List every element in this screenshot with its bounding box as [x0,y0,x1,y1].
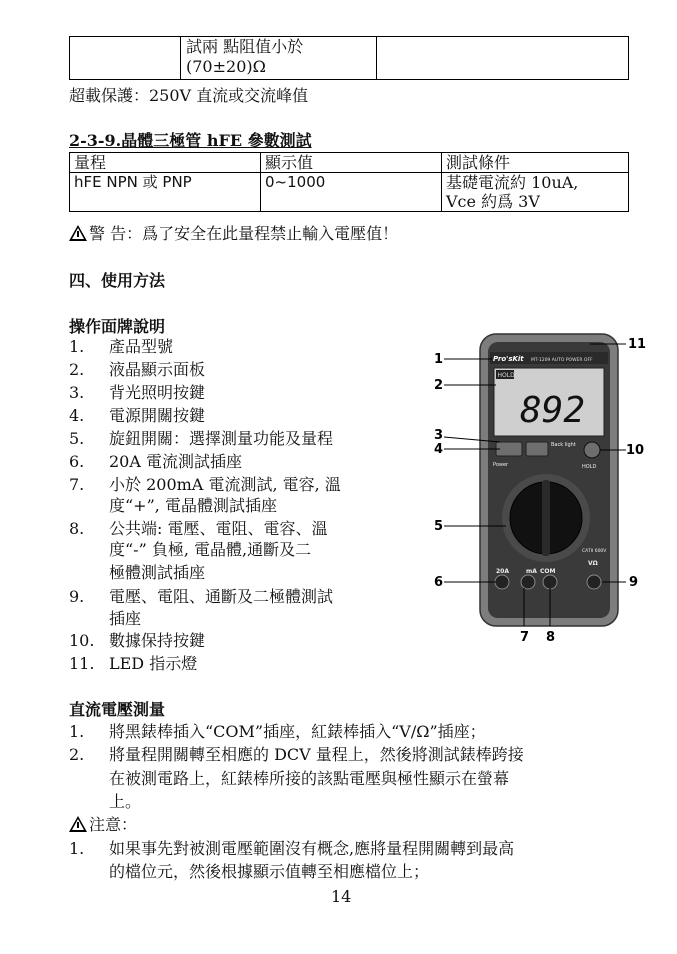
list-item: 背光照明按鍵 [109,383,206,402]
list-item: 如果事先對被測電壓範圍沒有概念,應將量程開關轉到最高 [109,839,515,858]
list-item-number: 11. [69,654,95,673]
meter-brand: Pro'sKit [493,355,524,363]
list-item-continued: 插座 [109,609,142,628]
callout-3: 3 [434,428,444,443]
callout-10: 10 [626,443,645,458]
jack-20a[interactable] [495,575,509,589]
note-label-text: 注意： [89,815,138,834]
list-item-number: 10. [69,631,95,650]
jack-com-label: COM [540,568,556,575]
page-number: 14 [331,887,352,906]
list-item: 公共端: 電壓、電阻、電容、溫 [109,519,328,538]
cell-display: 0~1000 [261,173,442,212]
dcv-note-label [69,815,137,834]
condition-line-1: 基礎電流約 10uA, [446,173,579,192]
list-item-continued: 的檔位元，然後根據顯示值轉至相應檔位上； [109,862,430,881]
list-item-continued: 度“+”, 電晶體測試插座 [109,496,277,515]
list-item-number: 1. [69,722,85,741]
callout-4: 4 [434,442,444,457]
list-item-number: 7. [69,475,85,494]
lcd-reading: 892 [520,390,586,431]
callout-2: 2 [434,378,444,393]
warning-triangle-icon [69,225,87,241]
panel-heading: 操作面牌說明 [69,317,166,336]
hfe-warning-text: 警 告：爲了安全在此量程禁止輸入電壓值！ [89,224,399,243]
list-item-number: 1. [69,839,85,858]
list-item-number: 6. [69,452,85,471]
list-item-continued: 度“-” 負極, 電晶體,通斷及二 [109,540,312,559]
list-item: 20A 電流測試插座 [109,452,243,471]
table-cell-empty [70,37,181,79]
jack-v-ohm[interactable] [587,575,601,589]
list-item: 旋鈕開關：選擇測量功能及量程 [109,429,334,448]
list-item: 數據保持按鍵 [109,631,206,650]
list-item: 產品型號 [109,337,174,356]
list-item-continued: 在被測電路上，紅錶棒所接的該點電壓與極性顯示在螢幕 [109,769,510,788]
list-item-number: 9. [69,587,85,606]
jack-com[interactable] [543,575,557,589]
backlight-label: Back light [551,442,576,448]
list-item-number: 1. [69,337,85,356]
list-item-number: 4. [69,406,85,425]
hfe-spec-table [69,152,629,212]
callout-5: 5 [434,519,444,534]
callout-11: 11 [628,337,647,352]
callout-6: 6 [434,575,444,590]
power-label: Power [493,462,509,468]
list-item: 小於 200mA 電流測試, 電容, 溫 [109,475,341,494]
hold-label: HOLD [582,464,597,470]
list-item: 液晶顯示面板 [109,360,206,379]
list-item: 將量程開關轉至相應的 DCV 量程上，然後將測試錶棒跨接 [109,745,524,764]
multimeter-illustration [430,330,660,650]
list-item-continued: 上。 [109,792,142,811]
lcd-hold-text: HOLD [497,372,515,379]
callout-9: 9 [629,575,639,590]
header-display: 顯示值 [261,153,442,173]
list-item-continued: 極體測試插座 [109,563,206,582]
continuity-spec-table [69,36,629,80]
hfe-heading: 2-3-9.晶體三極管 hFE 參數測試 [69,131,312,150]
list-item: 將黑錶棒插入“COM”插座，紅錶棒插入“V/Ω”插座； [109,722,486,741]
jack-ma[interactable] [521,575,535,589]
callout-7: 7 [520,630,530,645]
list-item-number: 2. [69,745,85,764]
cell-condition [442,173,629,212]
condition-line-2: Vce 約爲 3V [446,192,540,211]
jack-v-label: VΩ [588,560,598,567]
warning-triangle-icon [69,816,87,832]
list-item-number: 3. [69,383,85,402]
callout-8: 8 [546,630,556,645]
list-item-number: 2. [69,360,85,379]
header-test-condition: 測試條件 [442,153,629,173]
list-item: 電壓、電阻、通斷及二極體測試 [109,587,334,606]
list-item: LED 指示燈 [109,654,198,673]
dcv-heading: 直流電壓測量 [69,700,166,719]
table-header-row [70,153,629,173]
callout-1: 1 [434,352,444,367]
condition-line-1: 試兩 點阻值小於 [186,37,304,56]
hold-button[interactable] [584,442,600,458]
hfe-warning [69,224,398,243]
list-item-number: 8. [69,519,85,538]
jack-ma-label: mA [526,568,537,575]
meter-model: MT-1209 AUTO POWER OFF [531,358,593,363]
cell-range: hFE NPN 或 PNP [70,173,261,212]
table-cell-condition [180,37,377,79]
list-item: 電源開關按鍵 [109,406,206,425]
usage-heading: 四、使用方法 [69,271,166,290]
header-range: 量程 [70,153,261,173]
list-item-number: 5. [69,429,85,448]
table-row [70,173,629,212]
overload-protection: 超載保護：250V 直流或交流峰值 [69,86,309,105]
jack-20a-label: 20A [496,568,509,575]
condition-line-2: (70±20)Ω [186,57,266,76]
cat-rating: CATII 600V [582,549,607,554]
backlight-button[interactable] [526,442,548,456]
dial-pointer [542,480,550,556]
